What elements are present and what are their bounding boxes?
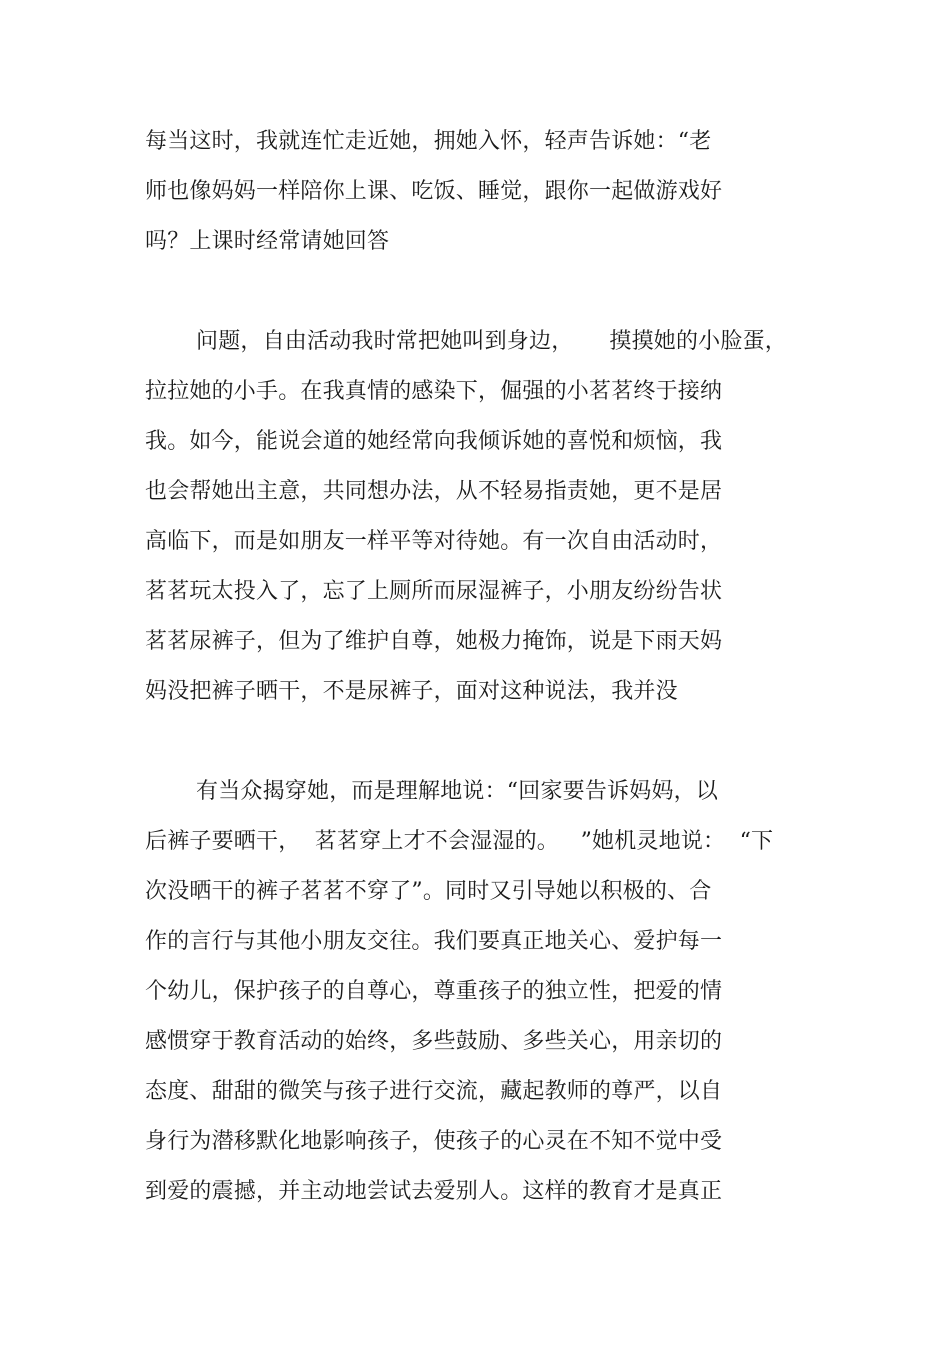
paragraph-3-line-8: 身行为潜移默化地影响孩子，使孩子的心灵在不知不觉中受 bbox=[145, 1129, 723, 1154]
paragraph-3-line-1: 有当众揭穿她，而是理解地说：“回家要告诉妈妈，以 bbox=[196, 779, 719, 804]
paragraph-2-line-8: 妈没把裤子晒干，不是尿裤子，面对这种说法，我并没 bbox=[145, 679, 678, 704]
paragraph-3-line-3: 次没晒干的裤子茗茗不穿了”。同时又引导她以积极的、合 bbox=[145, 879, 712, 904]
paragraph-3-line-4: 作的言行与其他小朋友交往。我们要真正地关心、爱护每一 bbox=[145, 929, 723, 954]
paragraph-2-line-4: 也会帮她出主意，共同想办法，从不轻易指责她，更不是居 bbox=[145, 479, 723, 504]
paragraph-2-line-2: 拉拉她的小手。在我真情的感染下，倔强的小茗茗终于接纳 bbox=[145, 379, 723, 404]
paragraph-3-line-7: 态度、甜甜的微笑与孩子进行交流，藏起教师的尊严，以自 bbox=[145, 1079, 723, 1104]
paragraph-1-line-2: 师也像妈妈一样陪你上课、吃饭、睡觉，跟你一起做游戏好 bbox=[145, 179, 723, 204]
paragraph-1-line-3: 吗？上课时经常请她回答 bbox=[145, 229, 390, 254]
paragraph-2-line-7: 茗茗尿裤子，但为了维护自尊，她极力掩饰，说是下雨天妈 bbox=[145, 629, 723, 654]
paragraph-2-line-1: 问题，自由活动我时常把她叫到身边， 摸摸她的小脸蛋， bbox=[196, 329, 787, 354]
paragraph-2-line-3: 我。如今，能说会道的她经常向我倾诉她的喜悦和烦恼，我 bbox=[145, 429, 723, 454]
paragraph-3-line-5: 个幼儿，保护孩子的自尊心，尊重孩子的独立性，把爱的情 bbox=[145, 979, 723, 1004]
paragraph-3-line-2: 后裤子要晒干， 茗茗穿上才不会湿湿的。 ”她机灵地说： “下 bbox=[145, 829, 774, 854]
paragraph-2-line-6: 茗茗玩太投入了，忘了上厕所而尿湿裤子，小朋友纷纷告状 bbox=[145, 579, 723, 604]
paragraph-1-line-1: 每当这时，我就连忙走近她，拥她入怀，轻声告诉她：“老 bbox=[145, 129, 712, 154]
paragraph-3-line-6: 感惯穿于教育活动的始终，多些鼓励、多些关心，用亲切的 bbox=[145, 1029, 723, 1054]
paragraph-2-line-5: 高临下，而是如朋友一样平等对待她。有一次自由活动时， bbox=[145, 529, 723, 554]
paragraph-3-line-9: 到爱的震撼，并主动地尝试去爱别人。这样的教育才是真正 bbox=[145, 1179, 723, 1204]
